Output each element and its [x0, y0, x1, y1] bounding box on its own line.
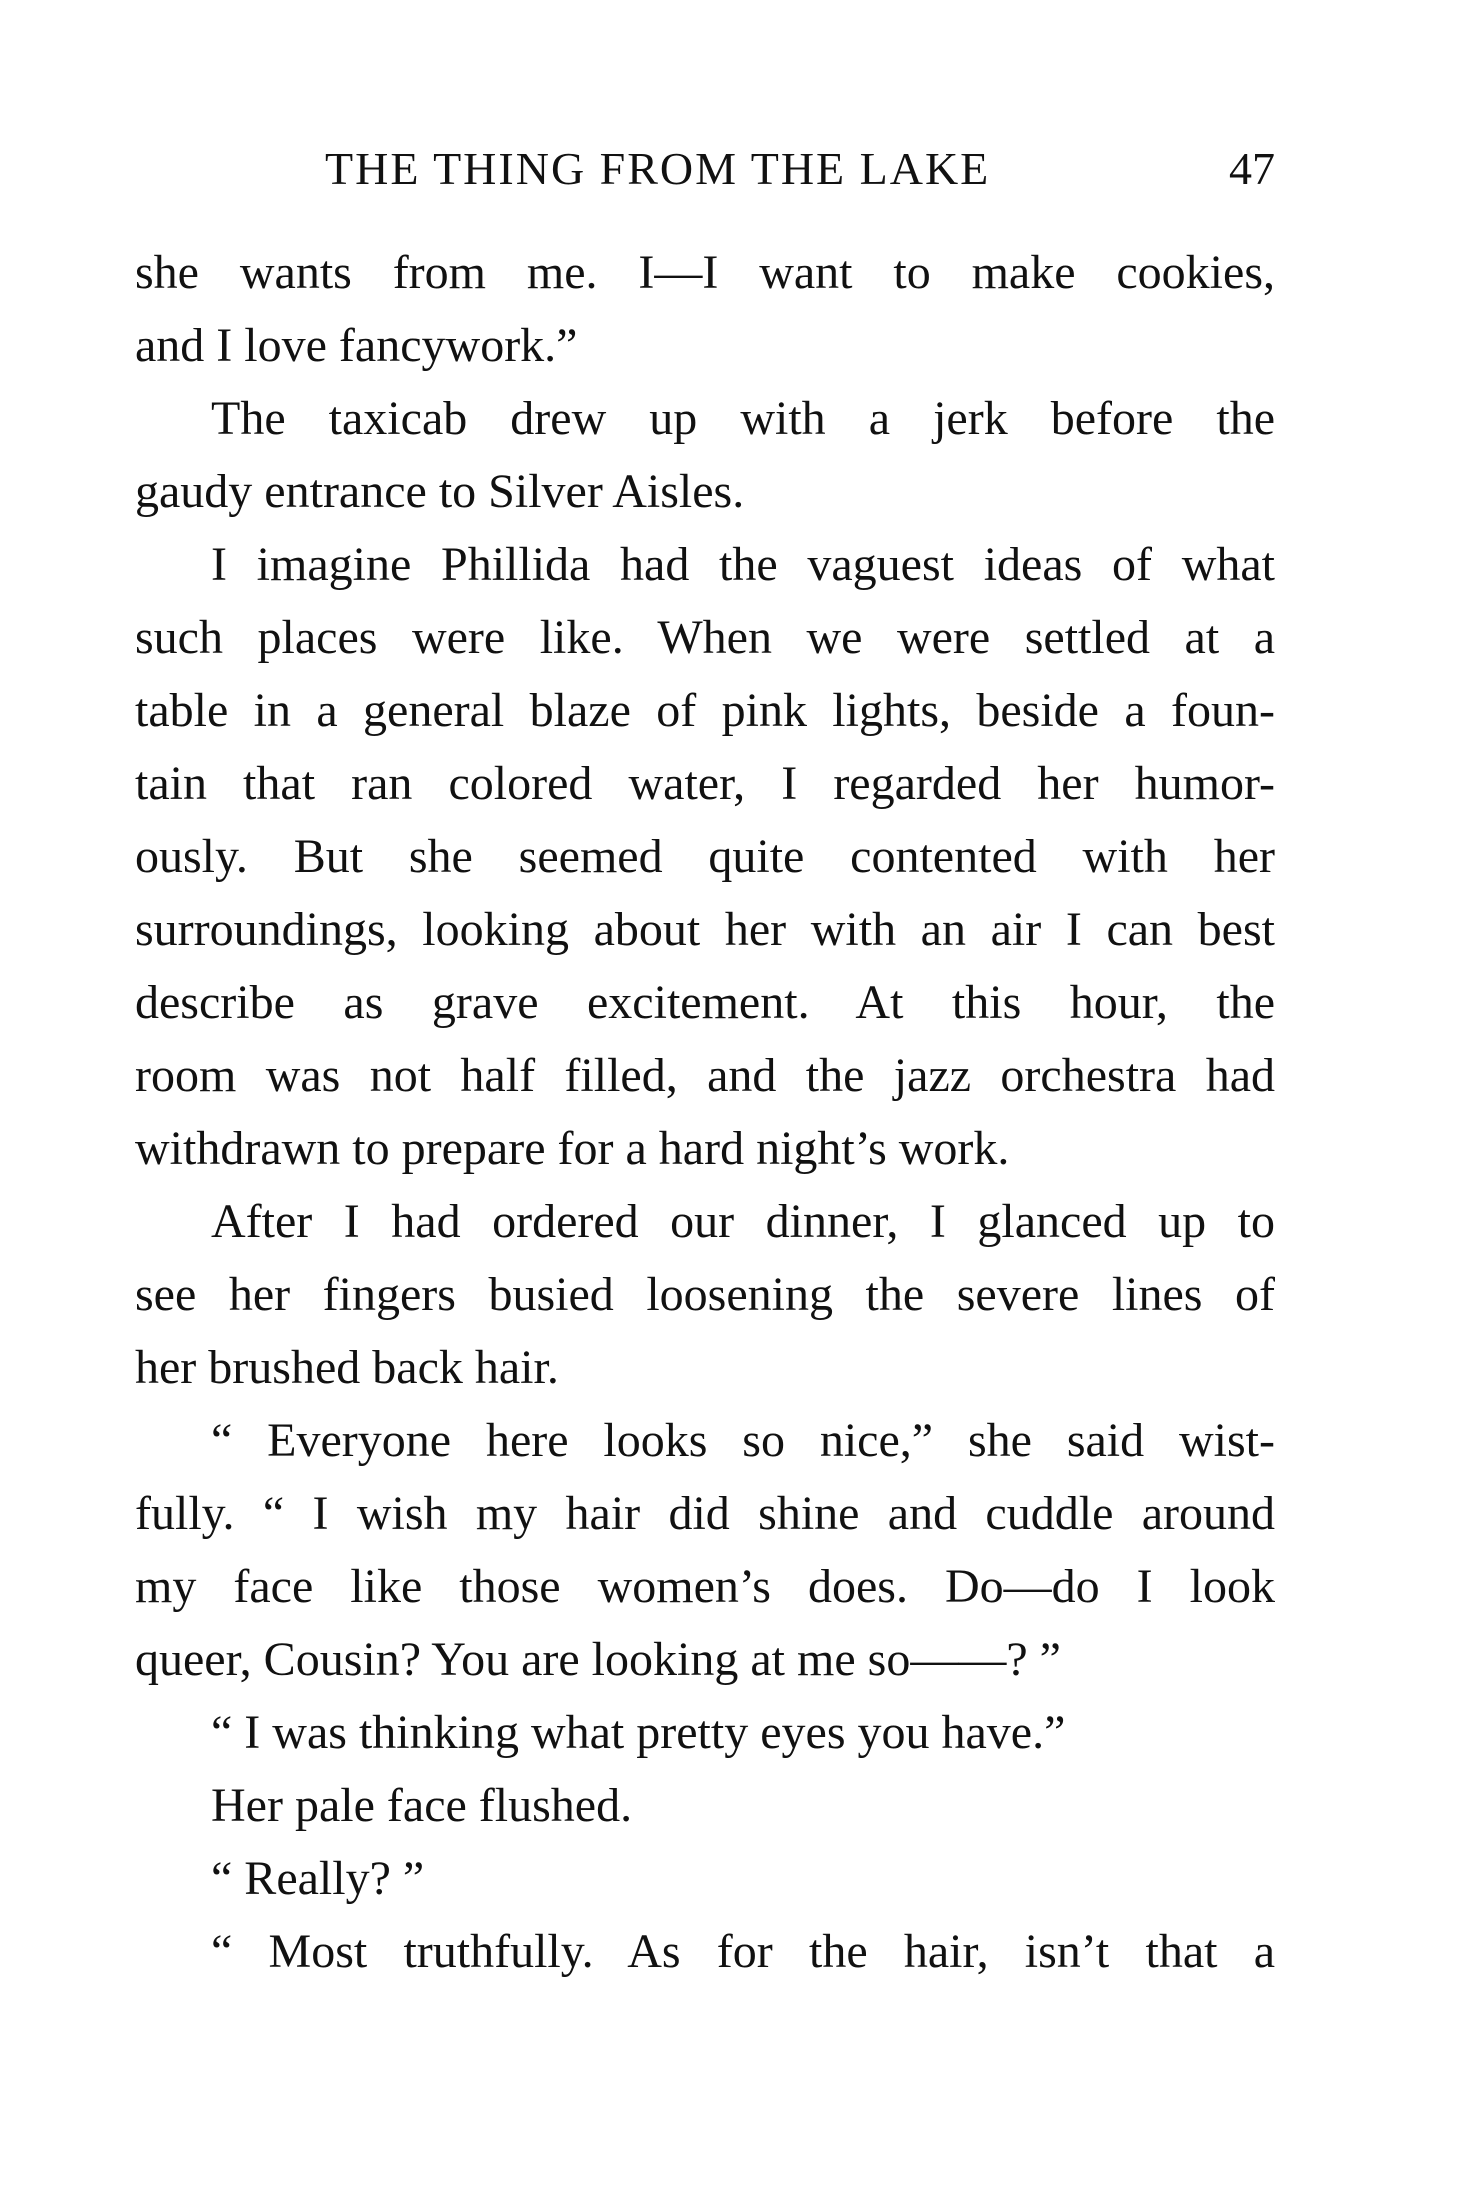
text-line: gaudy entrance to Silver Aisles.	[135, 465, 745, 518]
text-line: see her fingers busied loosening the severe lines of	[135, 1268, 1275, 1321]
text-line: withdrawn to prepare for a hard night’s work.	[135, 1122, 1010, 1175]
text-line: table in a general blaze of pink lights, beside a foun-	[135, 684, 1275, 737]
body-text	[135, 236, 1275, 1988]
text-line: surroundings, looking about her with an air I can best	[135, 903, 1275, 956]
text-line: her brushed back hair.	[135, 1341, 559, 1394]
text-line: “ Really? ”	[211, 1852, 425, 1905]
text-line: room was not half filled, and the jazz orchestra had	[135, 1049, 1275, 1102]
text-line: such places were like. When we were settled at a	[135, 611, 1275, 664]
text-line: tain that ran colored water, I regarded her humor-	[135, 757, 1275, 810]
text-line: The taxicab drew up with a jerk before the	[211, 392, 1275, 445]
text-line: “ I was thinking what pretty eyes you have.”	[211, 1706, 1066, 1759]
running-head	[135, 142, 1275, 202]
page-number: 47	[1229, 143, 1275, 194]
running-title: THE THING FROM THE LAKE	[325, 143, 991, 194]
text-line: fully. “ I wish my hair did shine and cuddle around	[135, 1487, 1275, 1540]
text-line: “ Most truthfully. As for the hair, isn’t that a	[211, 1925, 1275, 1978]
text-line: ously. But she seemed quite contented with her	[135, 830, 1275, 883]
text-line: After I had ordered our dinner, I glanced up to	[211, 1195, 1275, 1248]
text-line: describe as grave excitement. At this hour, the	[135, 976, 1275, 1029]
text-line: “ Everyone here looks so nice,” she said wist-	[211, 1414, 1275, 1467]
text-line: queer, Cousin? You are looking at me so——? ”	[135, 1633, 1061, 1686]
text-line: my face like those women’s does. Do—do I look	[135, 1560, 1275, 1613]
text-line: I imagine Phillida had the vaguest ideas of what	[211, 538, 1275, 591]
text-line: and I love fancywork.”	[135, 319, 578, 372]
text-line: Her pale face flushed.	[211, 1779, 633, 1832]
text-line: she wants from me. I—I want to make cookies,	[135, 246, 1275, 299]
